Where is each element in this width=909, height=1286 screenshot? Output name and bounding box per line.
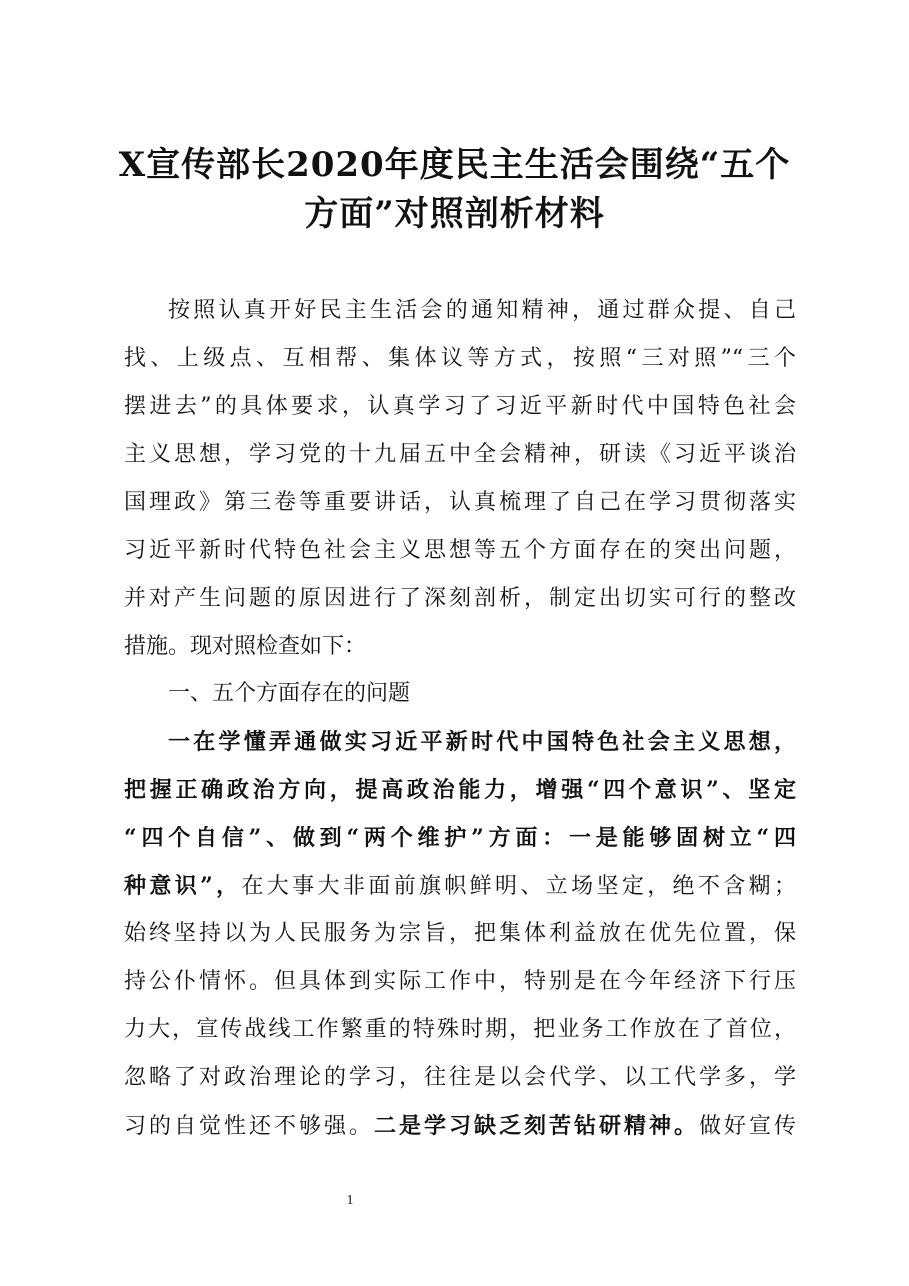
intro-paragraph-line: 国理政》第三卷等重要讲话，认真梳理了自己在学习贯彻落实 [124, 490, 796, 515]
body-line-1 [168, 718, 796, 766]
intro-paragraph-line: 习近平新时代特色社会主义思想等五个方面存在的突出问题， [124, 538, 796, 563]
body-line-9 [124, 1102, 796, 1150]
body-line-2 [124, 766, 796, 814]
regular-text: 习的自觉性还不够强。 [124, 1114, 374, 1139]
intro-paragraph-line: 找、上级点、互相帮、集体议等方式，按照“三对照”“三个 [124, 346, 796, 371]
body-line-6: 持公仆情怀。但具体到实际工作中，特别是在今年经济下行压 [124, 969, 796, 994]
intro-paragraph-line: 并对产生问题的原因进行了深刻剖析，制定出切实可行的整改 [124, 586, 796, 611]
body-line-5: 始终坚持以为人民服务为宗旨，把集体利益放在优先位置，保 [124, 921, 796, 946]
bold-text: 二是学习缺乏刻苦钻研精神。 [373, 1113, 699, 1139]
intro-paragraph-line: 摆进去”的具体要求，认真学习了习近平新时代中国特色社会 [124, 394, 796, 419]
section-heading: 一、五个方面存在的问题 [168, 681, 411, 706]
page-number: 1 [346, 1193, 354, 1208]
intro-paragraph-line: 措施。现对照检查如下： [124, 634, 367, 659]
body-line-4 [124, 862, 796, 910]
body-line-3 [124, 814, 796, 862]
body-line-7: 力大，宣传战线工作繁重的特殊时期，把业务工作放在了首位， [124, 1017, 796, 1042]
body-line-8: 忽略了对政治理论的学习，往往是以会代学、以工代学多，学 [124, 1065, 796, 1090]
bold-text: “四个自信”、做到“两个维护”方面：一是能够固树立“四 [124, 825, 796, 851]
intro-paragraph-line: 按照认真开好民主生活会的通知精神，通过群众提、自己 [168, 298, 796, 323]
bold-text: 一在学懂弄通做实习近平新时代中国特色社会主义思想， [168, 729, 796, 755]
intro-paragraph-line: 主义思想，学习党的十九届五中全会精神，研读《习近平谈治 [124, 442, 796, 467]
bold-text: 把握正确政治方向，提高政治能力，增强“四个意识”、坚定 [124, 777, 796, 803]
document-title-line-2: 方面”对照剖析材料 [304, 194, 605, 234]
document-title-line-1: X宣传部长2020年度民主生活会围绕“五个 [118, 145, 791, 185]
bold-text: 种意识”， [124, 873, 242, 899]
regular-text: 在大事大非面前旗帜鲜明、立场坚定，绝不含糊； [241, 874, 796, 899]
regular-text: 做好宣传 [698, 1114, 796, 1139]
